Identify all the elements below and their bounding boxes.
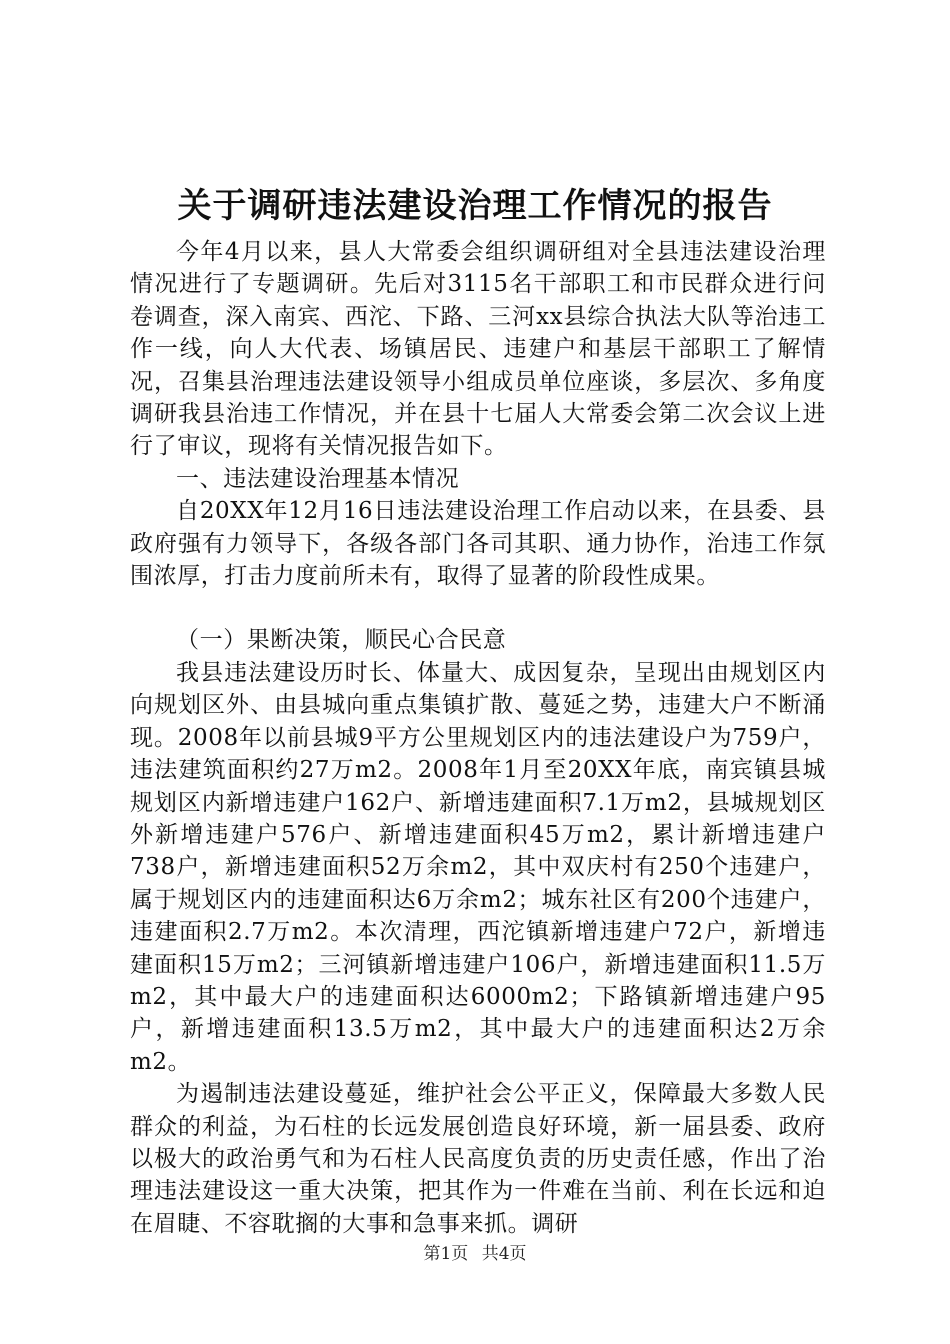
statistics-paragraph: 我县违法建设历时长、体量大、成因复杂，呈现出由规划区内向规划区外、由县城向重点集镇扩散、蔓延之势，违建大户不断涌现。2008年以前县城9平方公里规划区内的违法建设户为759户，违法建筑面积约27万m2。2008年1月至20XX年底，南宾镇县城规划区内新增违建户162户、新增违建面积7.1万m2，县城规划区外新增违建户576户、新增违建面积45万m2，累计新增违建户738户，新增违建面积52万余m2，其中双庆村有250个违建户，属于规划区内的违建面积达6万余m2；城东社区有200个违建户，违建面积2.7万m2。本次清理，西沱镇新增违建户72户，新增违建面积15万m2；三河镇新增违建户106户，新增违建面积11.5万m2，其中最大户的违建面积达6000m2；下路镇新增违建户95户，新增违建面积13.5万m2，其中最大户的违建面积达2万余m2。 (130, 659, 826, 1075)
decision-paragraph: 为遏制违法建设蔓延，维护社会公平正义，保障最大多数人民群众的利益，为石柱的长远发展创造良好环境，新一届县委、政府以极大的政治勇气和为石柱人民高度负责的历史责任感，作出了治理违法建设这一重大决策，把其作为一件难在当前、利在长远和迫在眉睫、不容耽搁的大事和急事来抓。调研 (130, 1081, 826, 1237)
document-body (130, 236, 826, 1240)
document-title: 关于调研违法建设治理工作情况的报告 (177, 186, 773, 226)
page-total: 共4页 (481, 1244, 527, 1264)
subsection-heading-1: （一）果断决策，顺民心合民意 (176, 627, 507, 654)
section-heading-1: 一、违法建设治理基本情况 (176, 465, 460, 492)
page-number: 第1页 (423, 1244, 469, 1264)
intro-paragraph: 今年4月以来，县人大常委会组织调研组对全县违法建设治理情况进行了专题调研。先后对3115名干部职工和市民群众进行问卷调查，深入南宾、西沱、下路、三河xx县综合执法大队等治违工作一线，向人大代表、场镇居民、违建户和基层干部职工了解情况，召集县治理违法建设领导小组成员单位座谈，多层次、多角度调研我县治违工作情况，并在县十七届人大常委会第二次会议上进行了审议，现将有关情况报告如下。 (130, 239, 826, 460)
overview-paragraph: 自20XX年12月16日违法建设治理工作启动以来，在县委、县政府强有力领导下，各级各部门各司其职、通力协作，治违工作氛围浓厚，打击力度前所未有，取得了显著的阶段性成果。 (130, 498, 826, 590)
page-footer (0, 1242, 950, 1266)
paragraph-gap (130, 592, 826, 624)
